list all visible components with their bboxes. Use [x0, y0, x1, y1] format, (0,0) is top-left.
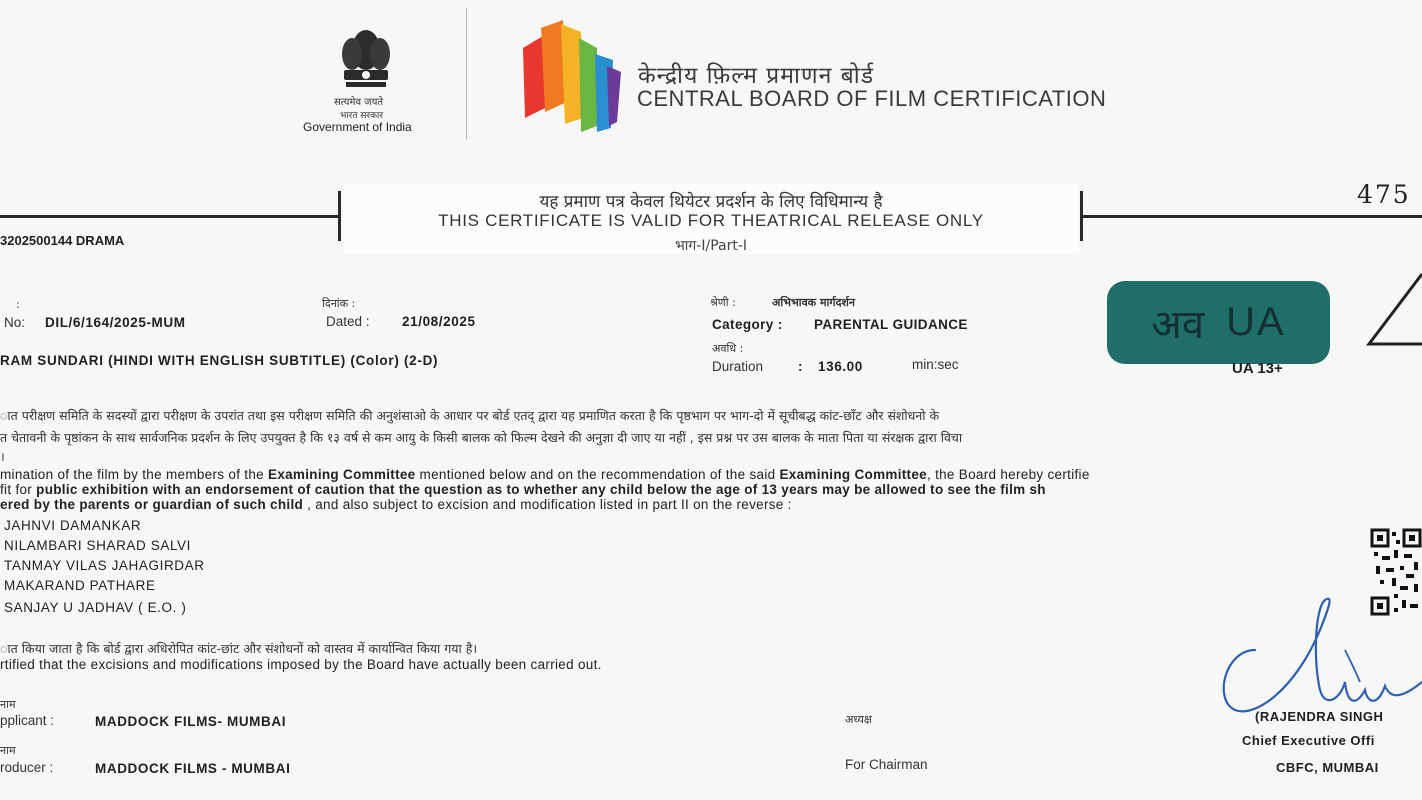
english-cert-text: mentioned below and on the recommendation of the said [415, 467, 780, 482]
rating-english: UA [1226, 300, 1286, 344]
committee-member: NILAMBARI SHARAD SALVI [4, 538, 191, 553]
committee-emphasis: Examining Committee [268, 467, 416, 482]
board-name-english: CENTRAL BOARD OF FILM CERTIFICATION [637, 86, 1107, 111]
signatory-name: (RAJENDRA SINGH [1255, 709, 1384, 724]
film-title: RAM SUNDARI (HINDI WITH ENGLISH SUBTITLE) (Color) (2-D) [0, 353, 439, 368]
applicant-value: MADDOCK FILMS- MUMBAI [95, 714, 287, 729]
board-name-hindi: केन्द्रीय फ़िल्म प्रमाणन बोर्ड [638, 63, 875, 89]
category-label: Category : [712, 317, 783, 332]
duration-hindi: अवधि : [712, 342, 744, 355]
applicant-hindi: नाम [0, 698, 16, 711]
excision-note-english: rtified that the excisions and modifications imposed by the Board have actually been carried out. [0, 657, 602, 672]
english-cert-line-2 [0, 482, 1046, 497]
committee-emphasis: Examining Committee [779, 467, 927, 482]
date-label: Dated : [326, 314, 370, 329]
duration-value: 136.00 [818, 359, 863, 374]
date-hindi: दिनांक : [322, 297, 356, 310]
serial-number: 475 [1357, 180, 1411, 209]
committee-member: MAKARAND PATHARE [4, 578, 156, 593]
gov-motto: सत्यमेव जयते [334, 97, 384, 108]
signature-icon [1215, 590, 1422, 725]
validity-hindi: यह प्रमाण पत्र केवल थियेटर प्रदर्शन के लिए विधिमान्य है [539, 192, 883, 212]
header-divider [466, 8, 467, 140]
committee-member: TANMAY VILAS JAHAGIRDAR [4, 558, 205, 573]
banner-tick-left [338, 191, 341, 241]
hindi-cert-line-1: ात परीक्षण समिति के सदस्यों द्वारा परीक्षण के उपरांत तथा इस परीक्षण समिति की अनुशंसाओ के आधार पर बोर्ड एतद् द्वारा यह प्रमाणित करता है कि पृष्ठभाग पर भाग-दो में सूचीबद्ध कांट-छाँट और संशोधनो के [0, 408, 940, 423]
excision-note-hindi: ात किया जाता है कि बोर्ड द्वारा अधिरोपित कांट-छांट और संशोधनों को वास्तव में कार्यान्वित किया गया है। [0, 641, 478, 656]
gov-english: Government of India [303, 120, 412, 134]
date-value: 21/08/2025 [402, 314, 476, 329]
gov-hindi: भारत सरकार [340, 111, 384, 121]
applicant-label: pplicant : [0, 713, 55, 728]
producer-value: MADDOCK FILMS - MUMBAI [95, 761, 291, 776]
cbfc-logo-icon [515, 18, 625, 134]
committee-member: JAHNVI DAMANKAR [4, 518, 142, 533]
hindi-cert-line-3: । [0, 449, 5, 464]
part-label: भाग-I/Part-I [674, 238, 748, 254]
duration-separator: : [798, 359, 804, 374]
english-cert-line-1 [0, 467, 1090, 482]
ashoka-emblem-icon [330, 22, 402, 94]
rating-hindi: अव [1151, 302, 1205, 348]
duration-unit: min:sec [912, 357, 959, 372]
producer-label: roducer : [0, 760, 54, 775]
english-cert-text: mination of the film by the members of the [0, 467, 269, 482]
banner-rule-left [0, 215, 340, 218]
caution-emphasis: ered by the parents or guardian of such child [0, 497, 304, 512]
rating-sub: UA 13+ [1232, 360, 1283, 377]
banner-tick-right [1080, 191, 1083, 241]
category-value: PARENTAL GUIDANCE [814, 317, 968, 332]
cert-no-value: DIL/6/164/2025-MUM [45, 315, 186, 330]
english-cert-line-3 [0, 497, 792, 512]
certificate-id: 3202500144 DRAMA [0, 233, 125, 248]
english-cert-text: , and also subject to excision and modification listed in part II on the reverse : [303, 497, 792, 512]
hindi-cert-line-2: त चेतावनी के पृष्ठांकन के साथ सार्वजनिक प्रदर्शन के लिए उपयुक्त है कि १३ वर्ष से कम आयु के किसी बालक को फिल्म देखने की अनुज्ञा दी जाए या नहीं , इस प्रश्न पर उस बालक के माता पिता या संरक्षक द्वारा विचा [0, 430, 963, 445]
duration-label: Duration [712, 359, 764, 374]
chairman-english: For Chairman [845, 757, 928, 772]
category-hindi-value: अभिभावक मार्गदर्शन [772, 296, 856, 309]
banner-rule-right [1082, 215, 1422, 218]
signatory-place: CBFC, MUMBAI [1276, 760, 1379, 775]
chairman-hindi: अध्यक्ष [845, 713, 872, 726]
rating-badge [1107, 281, 1330, 364]
producer-hindi: नाम [0, 744, 16, 757]
warning-triangle-icon [1366, 268, 1422, 348]
caution-emphasis: public exhibition with an endorsement of caution that the question as to whether any child below the age of 13 years may be allowed to see the film sh [36, 482, 1046, 497]
cert-no-label: No: [4, 315, 26, 330]
english-cert-text: , the Board hereby certifie [926, 467, 1090, 482]
category-hindi-label: श्रेणी : [710, 296, 736, 309]
signatory-title: Chief Executive Offi [1242, 733, 1375, 748]
committee-member: SANJAY U JADHAV ( E.O. ) [4, 600, 187, 615]
english-cert-text: fit for [0, 482, 37, 497]
validity-english: THIS CERTIFICATE IS VALID FOR THEATRICAL RELEASE ONLY [438, 211, 984, 230]
cert-no-hindi: : [16, 298, 20, 311]
